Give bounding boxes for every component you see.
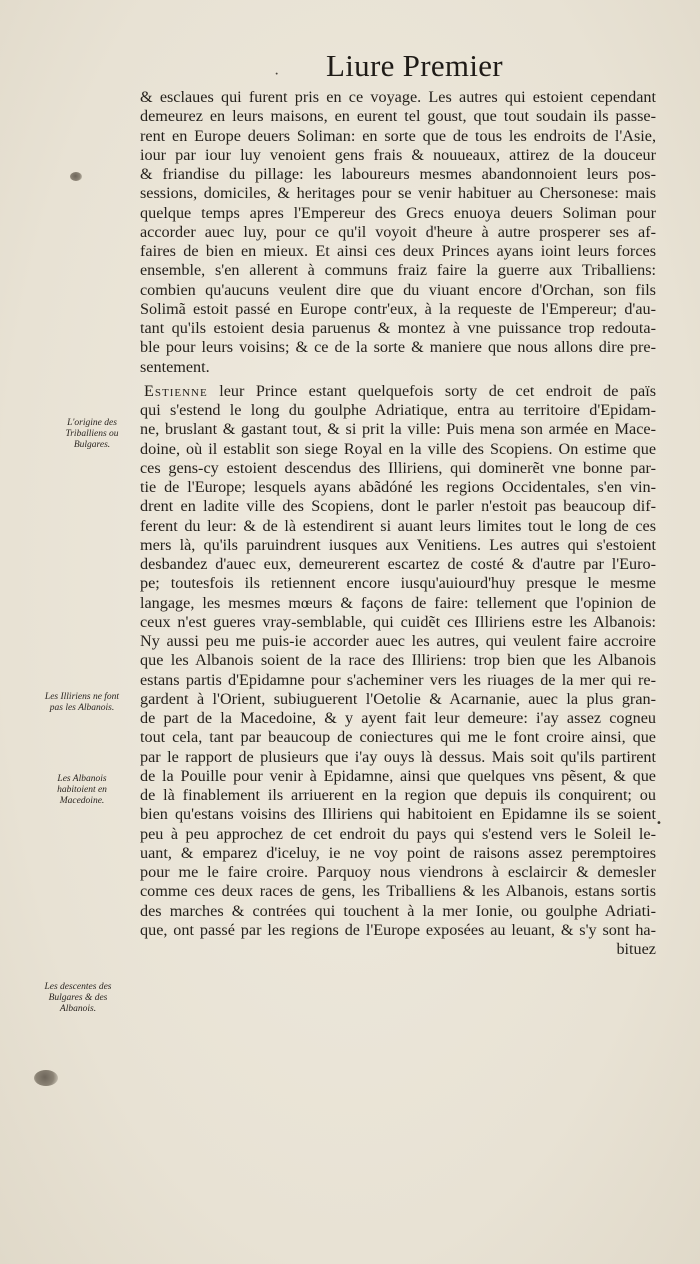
text-line: qui s'estend le long du goulphe Adriatique, entra au territoire d'Epidam- — [140, 401, 656, 419]
text-line: iour par iour luy venoient gens frais & nouueaux, attirez de la douceur — [140, 145, 656, 164]
text-line: demeurez en leurs maisons, en eurent tel goust, que tout soudain ils passe- — [140, 107, 656, 126]
text-line: pe; toutesfois ils retiennent encore iusqu'auiourd'huy presque le mesme — [140, 574, 656, 593]
text-line: uant, & emparez d'iceluy, ie ne voy point de raisons assez peremptoires — [140, 843, 656, 862]
text-line: comme ces deux races de gens, les Triballiens & les Albanois, estans sortis — [140, 882, 656, 901]
text-line: de part de la Macedoine, & y ayent fait leur demeure: i'ay assez cogneu — [140, 709, 656, 727]
text-line: tant qu'ils estoient desia paruenus & montez à vne puissance trop redouta- — [140, 319, 656, 337]
text-line: peu à peu approchez de cet endroit du pays qui s'estend vers le Soleil le- — [140, 824, 656, 843]
text-line: & friandise du pillage: les laboureurs mesmes abandonnoient leurs pos- — [140, 165, 656, 183]
text-line: sessions, domiciles, & heritages pour se venir habituer au Chersonese: mais — [140, 184, 656, 203]
margin-note-descentes: Les descentes des Bulgares & des Albanois. — [44, 982, 112, 1014]
ink-blot — [34, 1070, 58, 1086]
initial-word: Estienne — [144, 381, 208, 400]
text-line: que, ont passé par les regions de l'Europe exposées au leuant, & s'y sont ha- — [140, 920, 656, 939]
margin-mark: • — [656, 818, 662, 829]
header-mark: · — [274, 66, 280, 83]
text-line: & esclaues qui furent pris en ce voyage. Les autres qui estoient cependant — [140, 88, 656, 106]
text-line: ne, bruslant & gastant tout, & si prit la ville: Puis mena son armée en Mace- — [140, 420, 656, 439]
text-line: doine, où il establit son siege Royal en la ville des Scopiens. On estime que — [140, 439, 656, 458]
text-line: mers là, qu'ils paruindrent iusques aux Venitiens. Les autres qui s'estoient — [140, 535, 656, 554]
text-line: Solimã estoit passé en Europe contr'eux, à la requeste de l'Empereur; d'au- — [140, 299, 656, 318]
text-line: tout cela, tant par beaucoup de coniectures qui me le font croire ainsi, que — [140, 728, 656, 747]
text-line: Ny aussi peu me puis-ie accorder auec les autres, qui veulent faire accroire — [140, 632, 656, 650]
text-line: ces gens-cy estoient descendus des Illiriens, qui dominerẽt vne bonne par- — [140, 458, 656, 477]
text-line: pour me le faire croire. Parquoy nous viendrons à esclaircir & demesler — [140, 863, 656, 881]
text-line: de la Pouille pour venir à Epidamne, ainsi que quelques vns pẽsent, & que — [140, 766, 656, 785]
body-text — [140, 88, 656, 959]
text-line: bien qu'estans voisins des Illiriens qui habitoient en Epidamne ils se soient — [140, 805, 656, 824]
margin-note-albanois: Les Albanois habitoient en Macedoine. — [57, 774, 107, 806]
text-line: ensemble, s'en allerent à communs fraiz faire la guerre aux Triballiens: — [140, 261, 656, 280]
text-line: ble pour leurs voisins; & ce de la sorte & maniere que nous allons dire pre- — [140, 338, 656, 357]
margin-note-origin: L'origine des Triballiens ou Bulgares. — [65, 418, 119, 450]
text-line: desbandez d'auec eux, demeurerent escartez de costé & d'autre par l'Euro- — [140, 555, 656, 573]
text-line: par le rapport de plusieurs que i'ay ouys là dessus. Mais soit qu'ils partirent — [140, 747, 656, 766]
text-line: leur Prince estant quelquefois sorty de cet endroit de païs — [219, 381, 657, 400]
text-line: estans partis d'Epidamne pour s'acheminer vers les riuages de la mer qui re- — [140, 670, 656, 689]
text-line: drent en ladite ville des Scopiens, dont le parler n'estoit pas beaucoup dif- — [140, 497, 656, 516]
ink-blot — [70, 172, 82, 181]
text-line: ferent du leur: & de là estendirent si auant leurs limites tout le long de ces — [140, 516, 656, 535]
margin-note-illiriens: Les Illiriens ne font pas les Albanois. — [44, 692, 120, 713]
text-line: ceux n'est gueres vray-semblable, qui cuidẽt ces Illiriens estre les Albanois: — [140, 612, 656, 631]
text-line: de là finablement ils arriuerent en la region que depuis ils conquirent; ou — [140, 786, 656, 804]
text-line: accorder auec luy, pour ce qu'il voyoit d'heure à autre prosperer ses af- — [140, 222, 656, 241]
running-head: Liure Premier — [326, 48, 503, 83]
catchword: bituez — [616, 940, 656, 958]
text-line: langage, les mesmes mœurs & façons de faire: tellement que l'opinion de — [140, 593, 656, 612]
text-line: faires de bien en mieux. Et ainsi ces deux Princes ayans ioint leurs forces — [140, 242, 656, 260]
text-line: combien qu'aucuns veulent dire que du viuant encore d'Orchan, son fils — [140, 280, 656, 299]
text-line: gardent à l'Orient, subiuguerent l'Oetolie & Acarnanie, auec la plus gran- — [140, 689, 656, 708]
text-line: rent en Europe deuers Soliman: en sorte que de tous les endroits de l'Asie, — [140, 126, 656, 145]
text-line: quelque temps apres l'Empereur des Grecs enuoya deuers Soliman pour — [140, 203, 656, 222]
text-line: sentement. — [140, 357, 210, 376]
text-line: des marches & contrées qui touchent à la mer Ionie, ou goulphe Adriati- — [140, 901, 656, 920]
text-line-initial — [140, 382, 656, 401]
text-line: tie de l'Europe; lesquels ayans abãdóné les regions Occidentales, s'en vin- — [140, 478, 656, 496]
text-line: que les Albanois soient de la race des Illiriens: trop bien que les Albanois — [140, 651, 656, 670]
